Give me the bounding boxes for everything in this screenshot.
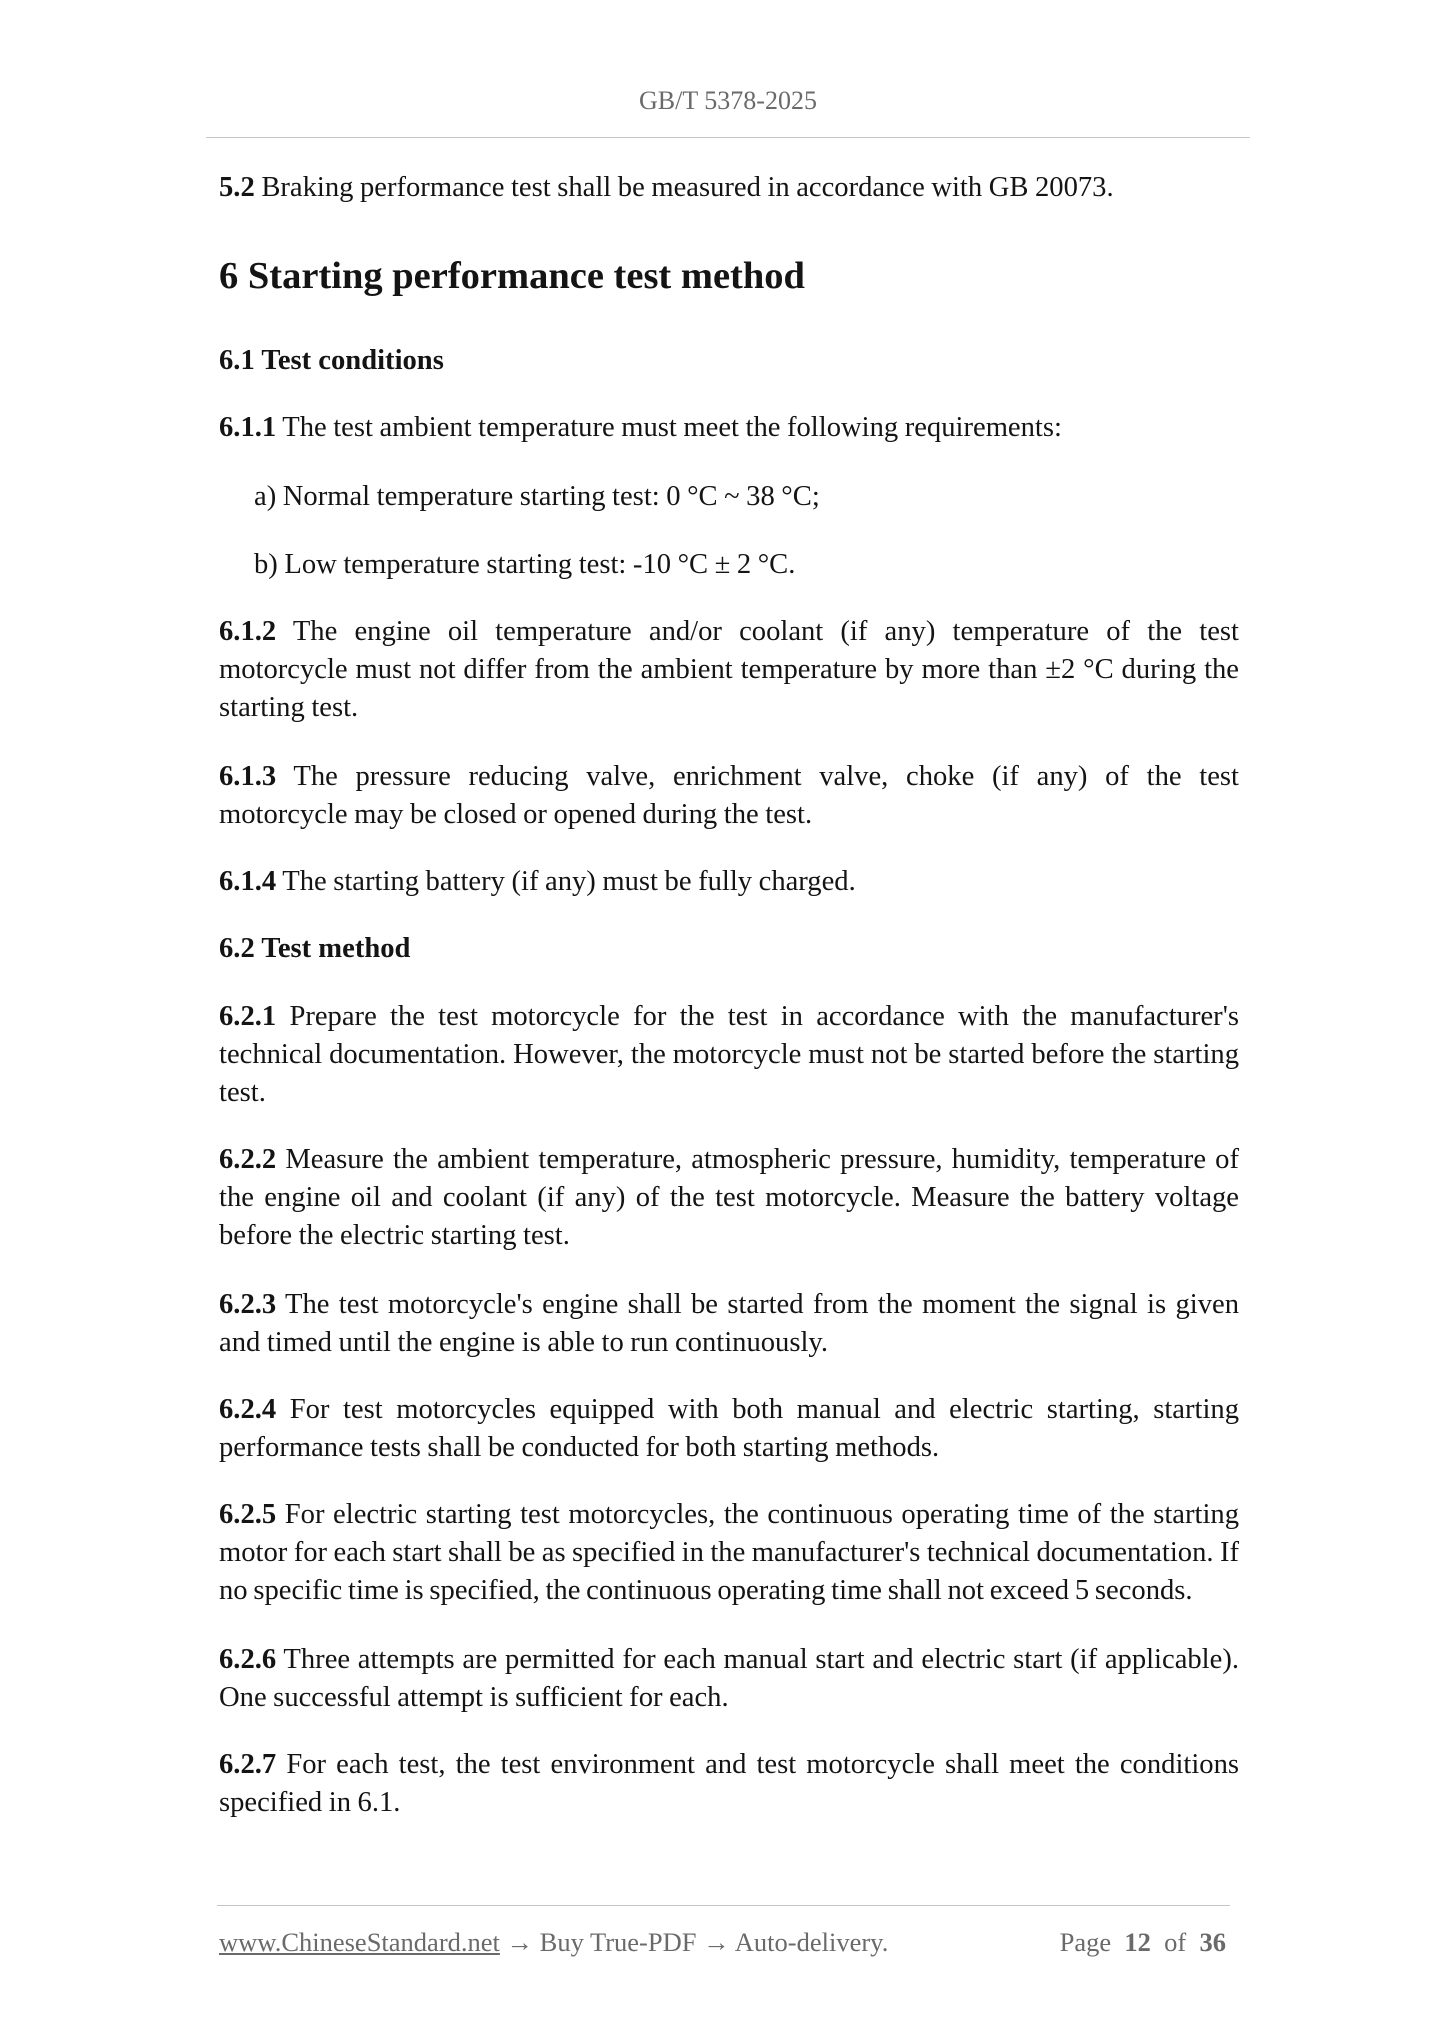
section-heading-6: 6 Starting performance test method xyxy=(219,255,805,297)
list-item-a: a) Normal temperature starting test: 0 °C ~ 38 °C; xyxy=(254,481,820,512)
list-item-b: b) Low temperature starting test: -10 °C ± 2 °C. xyxy=(254,549,796,580)
clause-number: 6.2.1 xyxy=(219,1001,277,1032)
clause-6-1-1 xyxy=(219,409,1239,447)
clause-6-2-4 xyxy=(219,1391,1239,1467)
clause-number: 6.1.3 xyxy=(219,761,277,792)
clause-text: For each test, the test environment and test motorcycle shall meet the conditions specified in 6.1. xyxy=(219,1749,1239,1818)
clause-text: The test motorcycle's engine shall be started from the moment the signal is given and timed until the engine is able to run continuously. xyxy=(219,1289,1239,1358)
clause-text: The engine oil temperature and/or coolant (if any) temperature of the test motorcycle must not differ from the ambient temperature by more than ±2 °C during the starting test. xyxy=(219,616,1239,723)
clause-text: Measure the ambient temperature, atmospheric pressure, humidity, temperature of the engine oil and coolant (if any) of the test motorcycle. Measure the battery voltage before the electric starting test. xyxy=(219,1144,1239,1251)
clause-number: 6.2.2 xyxy=(219,1144,277,1175)
page-label: Page xyxy=(1059,1927,1112,1957)
clause-6-1-2 xyxy=(219,613,1239,727)
clause-6-1-3 xyxy=(219,758,1239,834)
page-number: 12 xyxy=(1124,1927,1151,1957)
clause-5-2 xyxy=(219,169,1239,207)
total-pages: 36 xyxy=(1199,1927,1226,1957)
clause-text: For test motorcycles equipped with both manual and electric starting, starting performance tests shall be conducted for both starting methods. xyxy=(219,1394,1239,1463)
subsection-heading-6-2: 6.2 Test method xyxy=(219,933,411,964)
clause-6-2-3 xyxy=(219,1286,1239,1362)
clause-number: 6.2.5 xyxy=(219,1499,277,1530)
clause-number: 6.1.4 xyxy=(219,866,277,897)
clause-6-2-6 xyxy=(219,1641,1239,1717)
clause-number: 6.2.3 xyxy=(219,1289,277,1320)
clause-number: 5.2 xyxy=(219,172,255,203)
of-label: of xyxy=(1164,1927,1187,1957)
clause-text: The starting battery (if any) must be fully charged. xyxy=(282,866,856,897)
clause-text: Prepare the test motorcycle for the test in accordance with the manufacturer's technical documentation. However, the motorcycle must not be started before the starting test. xyxy=(219,1001,1239,1108)
clause-6-2-5 xyxy=(219,1496,1239,1610)
clause-text: Braking performance test shall be measured in accordance with GB 20073. xyxy=(261,172,1114,203)
footer-promo-text: → Buy True-PDF → Auto-delivery. xyxy=(499,1927,889,1957)
clause-text: The pressure reducing valve, enrichment valve, choke (if any) of the test motorcycle may be closed or opened during the test. xyxy=(219,761,1239,830)
clause-text: The test ambient temperature must meet the following requirements: xyxy=(282,412,1062,443)
clause-number: 6.1.1 xyxy=(219,412,277,443)
clause-6-2-2 xyxy=(219,1141,1239,1255)
clause-6-2-7 xyxy=(219,1746,1239,1822)
clause-text: Three attempts are permitted for each manual start and electric start (if applicable). One successful attempt is sufficient for each. xyxy=(219,1644,1239,1713)
clause-number: 6.2.4 xyxy=(219,1394,277,1425)
clause-6-2-1 xyxy=(219,998,1239,1112)
page-indicator xyxy=(1060,1926,1226,1958)
website-link[interactable]: www.ChineseStandard.net xyxy=(219,1927,500,1957)
clause-number: 6.2.6 xyxy=(219,1644,277,1675)
document-id-header: GB/T 5378-2025 xyxy=(639,86,817,115)
clause-number: 6.1.2 xyxy=(219,616,277,647)
clause-6-1-4 xyxy=(219,863,1239,901)
footer-divider xyxy=(217,1905,1230,1906)
header-divider xyxy=(206,137,1250,138)
clause-number: 6.2.7 xyxy=(219,1749,277,1780)
clause-text: For electric starting test motorcycles, the continuous operating time of the starting motor for each start shall be as specified in the manufacturer's technical documentation. If no specific time is specified, the continuous operating time shall not exceed 5 seconds. xyxy=(219,1499,1239,1606)
subsection-heading-6-1: 6.1 Test conditions xyxy=(219,345,444,376)
footer-promo xyxy=(219,1926,888,1958)
